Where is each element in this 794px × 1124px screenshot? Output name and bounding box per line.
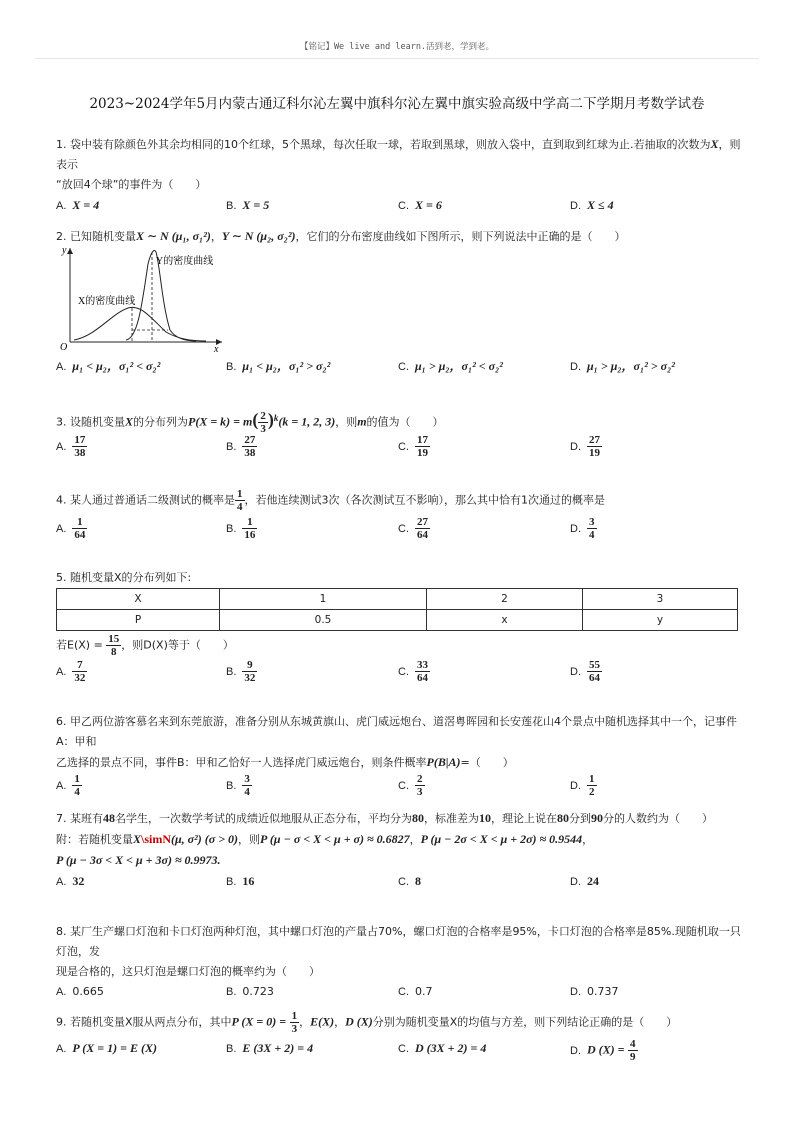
q1-var: X	[710, 137, 719, 151]
q2-math-y: Y ∼ N (μ₂, σ₂²)	[221, 229, 296, 243]
table-cell: x	[427, 610, 583, 631]
q8-option-a[interactable]: A. 0.665	[56, 985, 104, 998]
q8-stem-b: 现是合格的，这只灯泡是螺口灯泡的概率约为（ ）	[56, 965, 320, 978]
q7-note-p3: P (μ − 3σ < X < μ + 3σ) ≈ 0.9973.	[56, 853, 221, 867]
q3-stem-b: 的分布列为	[133, 415, 189, 429]
q1-option-b[interactable]: B. X = 5	[226, 198, 270, 212]
q5-option-d[interactable]: D. $\frac{55}{64}$	[570, 659, 600, 684]
q6-stem-c: =（ ）	[460, 756, 514, 769]
q8-options	[56, 982, 746, 1006]
q5-option-b[interactable]: B. $\frac{9}{32}$	[226, 659, 256, 684]
q3-option-d[interactable]: D. $\frac{27}{19}$	[570, 434, 600, 459]
q5-stem: 5. 随机变量X的分布列如下:	[56, 571, 192, 584]
q9-stem: 9. 若随机变量X服从两点分布，其中	[56, 1015, 232, 1029]
q6-options	[56, 773, 746, 803]
question-2: 2. 已知随机变量X ∼ N (μ₁, σ₁²)，Y ∼ N (μ₂, σ₂²)，它们的分布密度曲线如下图所示，则下列说法中正确的是（ ）	[56, 229, 626, 243]
q9-option-a[interactable]: A. P (X = 1) = E (X)	[56, 1041, 157, 1055]
q3-formula: P(X = k) = m	[188, 414, 253, 429]
q4-option-a[interactable]: A. $\frac{1}{64}$	[56, 516, 86, 541]
q2-options	[56, 356, 746, 380]
q7-note: 附：若随机变量X\simN(μ, σ²) (σ > 0)，则P (μ − σ < X < μ + σ) ≈ 0.6827，P (μ − 2σ < X < μ + 2σ) ≈ 0.9544，	[56, 832, 594, 846]
q1-option-c[interactable]: C. X = 6	[398, 198, 442, 212]
question-5: 5. 随机变量X的分布列如下: X 1 2 3 P 0.5 x y 若E(X) = $\frac{15}{8}$ ，则D(X)等于（ ） A. $\frac{7}{32}$ B. $\frac{9}{32}$ C. $\frac{33}{64}$ D. $\frac{55}{64}$	[56, 568, 746, 689]
q3-option-b[interactable]: B. $\frac{27}{38}$	[226, 434, 256, 459]
q1-stem-c: “放回4个球”的事件为（ ）	[56, 178, 207, 191]
q4-option-c[interactable]: C. $\frac{27}{64}$	[398, 516, 428, 541]
q3-var: X	[125, 414, 134, 429]
table-cell: P	[57, 610, 220, 631]
q5-option-a[interactable]: A. $\frac{7}{32}$	[56, 659, 86, 684]
q1-stem-b: ，则表示	[56, 138, 741, 171]
q3-option-a[interactable]: A. $\frac{17}{38}$	[56, 434, 86, 459]
q2-stem-b: ，它们的分布密度曲线如下图所示，则下列说法中正确的是（ ）	[295, 230, 626, 243]
q7-option-c[interactable]: C. 8	[398, 874, 421, 888]
q7-options	[56, 871, 746, 895]
q3-options	[56, 434, 746, 464]
q1-options	[56, 195, 746, 219]
q2-options-wrap	[56, 356, 746, 380]
q8-option-b[interactable]: B. 0.723	[226, 985, 274, 998]
q6-option-b[interactable]: B. $\frac{3}{4}$	[226, 773, 250, 798]
table-cell: 2	[427, 589, 583, 610]
q2-math-x: X ∼ N (μ₁, σ₁²)	[136, 229, 211, 243]
y-axis-arrow	[67, 248, 73, 254]
table-cell: X	[57, 589, 220, 610]
x-axis-label: x	[214, 344, 219, 352]
y-curve-label: Y的密度曲线	[156, 256, 214, 267]
q5-option-c[interactable]: C. $\frac{33}{64}$	[398, 659, 428, 684]
y-axis-label: y	[62, 245, 67, 256]
question-7: 7. 某班有48名学生，一次数学考试的成绩近似地服从正态分布，平均分为80，标准差为10，理论上说在80分到90分的人数约为（ ） 附：若随机变量X\simN(μ, σ²) (σ > 0)，则P (μ − σ < X < μ + σ) ≈ 0.6827，P (μ − 2σ < X < μ + 2σ) ≈ 0.9544， P (μ − 3σ < X < μ + 3σ) ≈ 0.9973. A. 32 B. 16 C. 8 D. 24	[56, 808, 746, 895]
q7-option-d[interactable]: D. 24	[570, 874, 599, 888]
q2-option-b[interactable]: B. μ₁ < μ₂，σ₁² > σ₂²	[226, 359, 331, 373]
header-divider	[35, 58, 759, 59]
q3-option-c[interactable]: C. $\frac{17}{19}$	[398, 434, 428, 459]
q6-option-c[interactable]: C. $\frac{2}{3}$	[398, 773, 423, 798]
table-row	[57, 589, 738, 610]
q2-option-c[interactable]: C. μ₁ > μ₂，σ₁² < σ₂²	[398, 359, 503, 373]
question-4: 4. 某人通过普通话二级测试的概率是 $\frac{1}{4}$ ，若他连续测试3次（各次测试互不影响），那么其中恰有1次通过的概率是 A. $\frac{1}{64}$ B. $\frac{1}{16}$ C. $\frac{27}{64}$ D. $\frac{3}{4}$	[56, 488, 746, 546]
page-header: 【铭记】We live and learn.活到老，学到老。	[299, 42, 495, 52]
q4-option-b[interactable]: B. $\frac{1}{16}$	[226, 516, 256, 541]
q4-option-d[interactable]: D. $\frac{3}{4}$	[570, 516, 595, 541]
table-row	[57, 610, 738, 631]
q4-stem-b: ，若他连续测试3次（各次测试互不影响），那么其中恰有1次通过的概率是	[244, 493, 605, 507]
q7-red-macro: \simN	[141, 832, 172, 846]
q7-stem: 7. 某班有	[56, 812, 103, 825]
table-cell: 1	[220, 589, 427, 610]
q5-distribution-table	[56, 588, 738, 631]
q2-option-d[interactable]: D. μ₁ > μ₂，σ₁² > σ₂²	[570, 359, 675, 373]
q8-option-c[interactable]: C. 0.7	[398, 985, 433, 998]
origin-label: O	[60, 342, 68, 352]
q2-stem: 2. 已知随机变量	[56, 230, 136, 243]
q5-condition: 若E(X) =	[56, 638, 103, 652]
question-3: 3. 设随机变量X的分布列为P(X = k) = m( $\frac{2}{3}$ )$^k$(k = 1, 2, 3)，则m的值为（ ） A. $\frac{17}{38}$ B. $\frac{27}{38}$ C. $\frac{17}{19}$ D. $\frac{27}{19}$	[56, 408, 746, 464]
q2-option-a[interactable]: A. μ₁ < μ₂，σ₁² < σ₂²	[56, 359, 161, 373]
q6-stem-b: 乙选择的景点不同，事件B：甲和乙恰好一人选择虎门威远炮台，则条件概率	[56, 756, 427, 769]
q9-option-b[interactable]: B. E (3X + 2) = 4	[226, 1041, 314, 1055]
table-cell: 0.5	[220, 610, 427, 631]
table-cell: 3	[583, 589, 738, 610]
q1-option-a[interactable]: A. X = 4	[56, 198, 100, 212]
q7-option-b[interactable]: B. 16	[226, 874, 255, 888]
question-8	[56, 922, 746, 1006]
q9-option-c[interactable]: C. D (3X + 2) = 4	[398, 1041, 487, 1055]
q8-option-d[interactable]: D. 0.737	[570, 985, 619, 998]
q2-density-figure	[56, 244, 226, 352]
q9-options	[56, 1038, 746, 1068]
q5-options	[56, 659, 746, 689]
x-curve-label: X的密度曲线	[78, 296, 136, 307]
page-title: 2023~2024学年5月内蒙古通辽科尔沁左翼中旗科尔沁左翼中旗实验高级中学高二下学期月考数学试卷	[89, 96, 705, 112]
q3-stem: 3. 设随机变量	[56, 415, 125, 429]
q9-option-d[interactable]: D. D (X) = $\frac{4}{9}$	[570, 1038, 636, 1063]
table-cell: y	[583, 610, 738, 631]
q1-stem: 1. 袋中装有除颜色外其余均相同的10个红球，5个黑球，每次任取一球，若取到黑球，则放入袋中，直到取到红球为止.若抽取的次数为	[56, 138, 711, 151]
q1-option-d[interactable]: D. X ≤ 4	[570, 198, 614, 212]
q6-option-d[interactable]: D. $\frac{1}{2}$	[570, 773, 595, 798]
q6-stem: 6. 甲乙两位游客慕名来到东莞旅游，准备分别从东城黄旗山、虎门威远炮台、道滘粤晖园和长安莲花山4个景点中随机选择其中一个，记事件A：甲和	[56, 715, 737, 748]
q5-condition-b: ，则D(X)等于（ ）	[121, 638, 234, 652]
question-1	[56, 134, 746, 219]
q6-option-a[interactable]: A. $\frac{1}{4}$	[56, 773, 80, 798]
q6-formula: P(B|A)	[426, 755, 461, 769]
q4-stem: 4. 某人通过普通话二级测试的概率是	[56, 493, 235, 507]
question-9: 9. 若随机变量X服从两点分布，其中P (X = 0) = $\frac{1}{3}$ ，E(X)，D (X)分别为随机变量X的均值与方差，则下列结论正确的是（ ） A. P (X = 1) = E (X) B. E (3X + 2) = 4 C. D (3X + 2) = 4 D. D (X) = $\frac{4}{9}$	[56, 1010, 746, 1068]
q8-stem: 8. 某厂生产螺口灯泡和卡口灯泡两种灯泡，其中螺口灯泡的产量占70%，螺口灯泡的合格率是95%，卡口灯泡的合格率是85%.现随机取一只灯泡，发	[56, 925, 741, 958]
question-6	[56, 712, 746, 803]
q4-options	[56, 516, 746, 546]
q7-option-a[interactable]: A. 32	[56, 874, 85, 888]
